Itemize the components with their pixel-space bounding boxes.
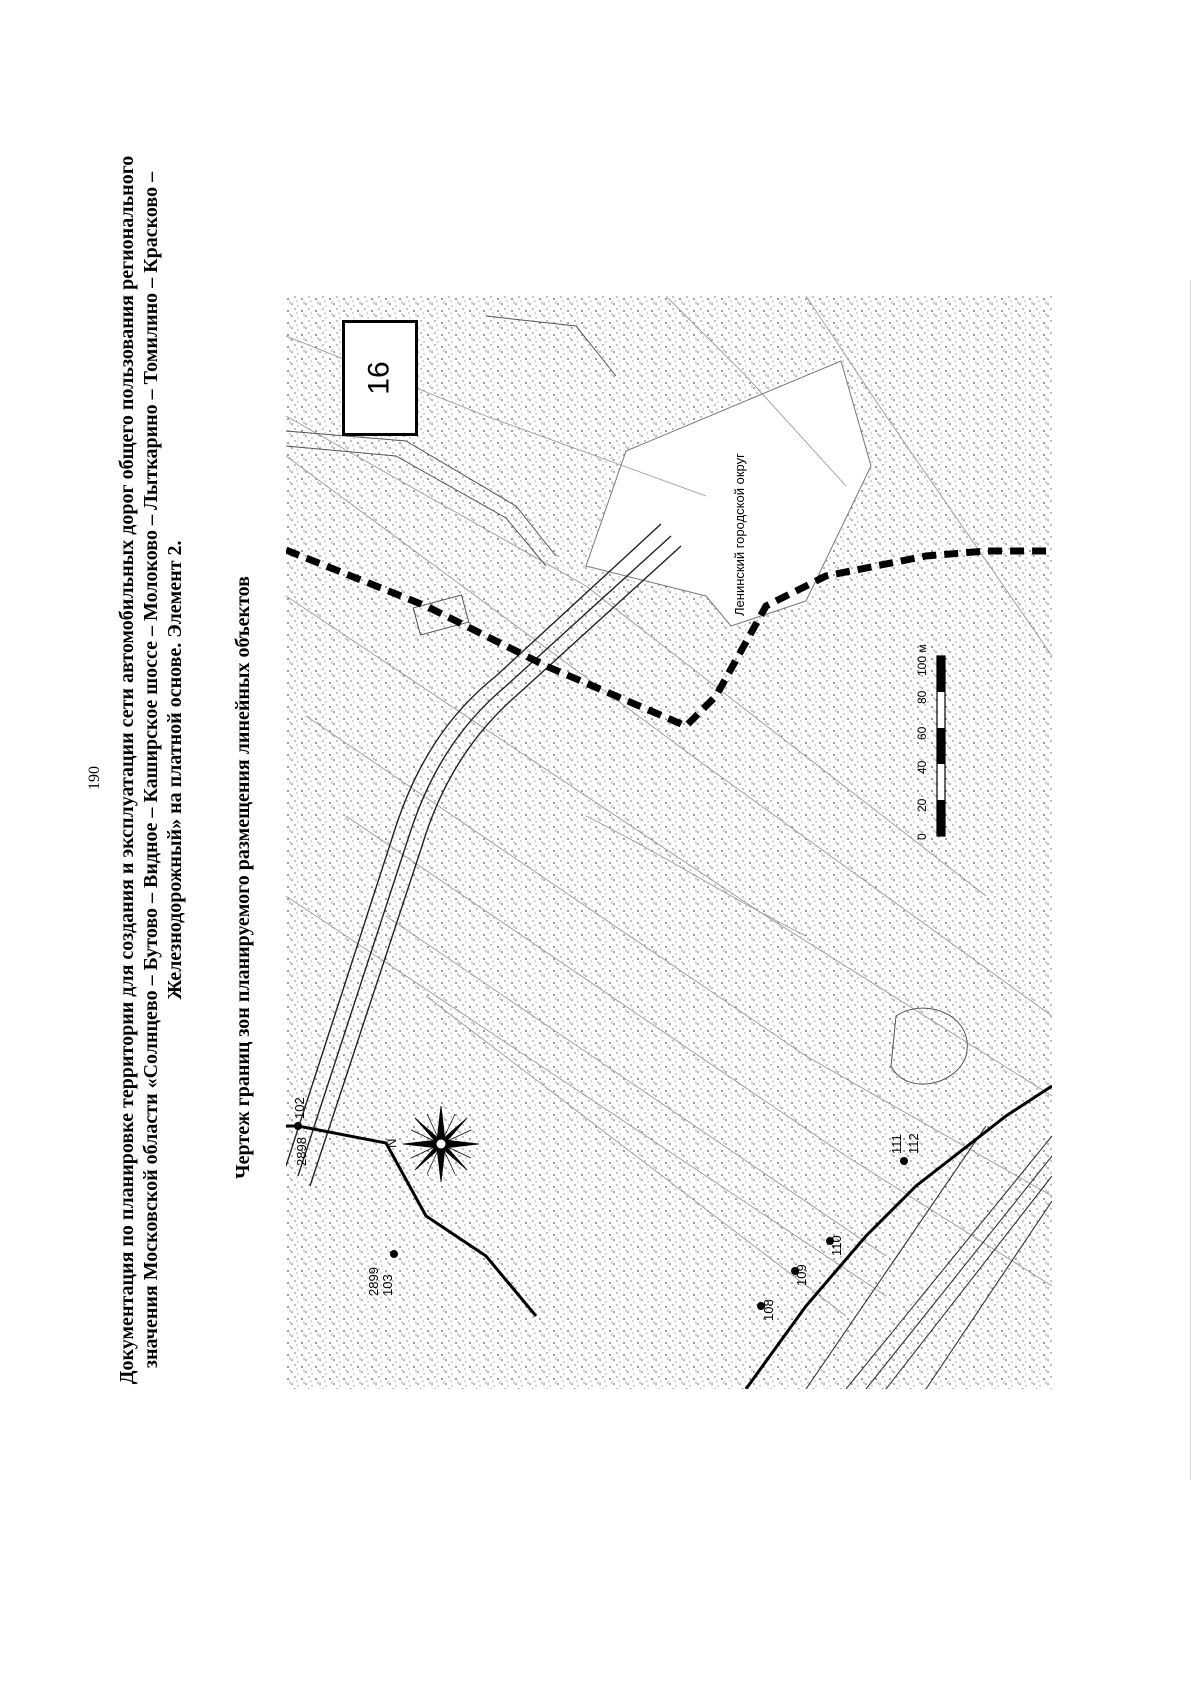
- scale-label: 20: [915, 798, 929, 812]
- point-111: [900, 1157, 908, 1165]
- district-label: Ленинский городской округ: [732, 453, 747, 616]
- scale-label: 60: [915, 726, 929, 740]
- point-label: 109: [794, 1264, 809, 1286]
- point-label: 112: [906, 1133, 921, 1154]
- scan-edge-line: [1190, 280, 1191, 1480]
- map-drawing: [286, 296, 1052, 1389]
- map-svg: [286, 296, 1052, 1389]
- scale-label: 80: [915, 690, 929, 704]
- title-line: Документация по планировке территории для создания и эксплуатации сети автомобильных дорог общего пользования регионального: [116, 155, 138, 1385]
- drawing-subtitle: Чертеж границ зон планируемого размещения линейных объектов: [232, 576, 254, 1179]
- scale-label: 100 м: [915, 644, 929, 676]
- scale-label: 0: [915, 833, 929, 840]
- title-line: значения Московской области «Солнцево – Бутово – Видное – Каширское шоссе – Молоково – Лыткарино – Томилино – Красково –: [140, 171, 162, 1369]
- north-label: N: [384, 1138, 399, 1148]
- point-103: [390, 1250, 398, 1258]
- point-label: 111: [889, 1134, 904, 1154]
- point-label: 108: [761, 1299, 776, 1321]
- scale-label: 40: [915, 760, 929, 774]
- page-number: 190: [86, 766, 103, 790]
- title-line: Железнодорожный» на платной основе. Элемент 2.: [164, 540, 186, 1000]
- point-102: [294, 1122, 302, 1130]
- point-label: 103: [380, 1274, 395, 1296]
- sheet-number-box: [342, 320, 418, 436]
- point-label: 2899: [366, 1267, 381, 1296]
- document-title: [115, 20, 187, 1520]
- point-label: 102: [292, 1097, 307, 1119]
- point-label: 2898: [294, 1137, 309, 1166]
- point-label: 110: [829, 1235, 844, 1256]
- sheet-number: 16: [363, 361, 396, 395]
